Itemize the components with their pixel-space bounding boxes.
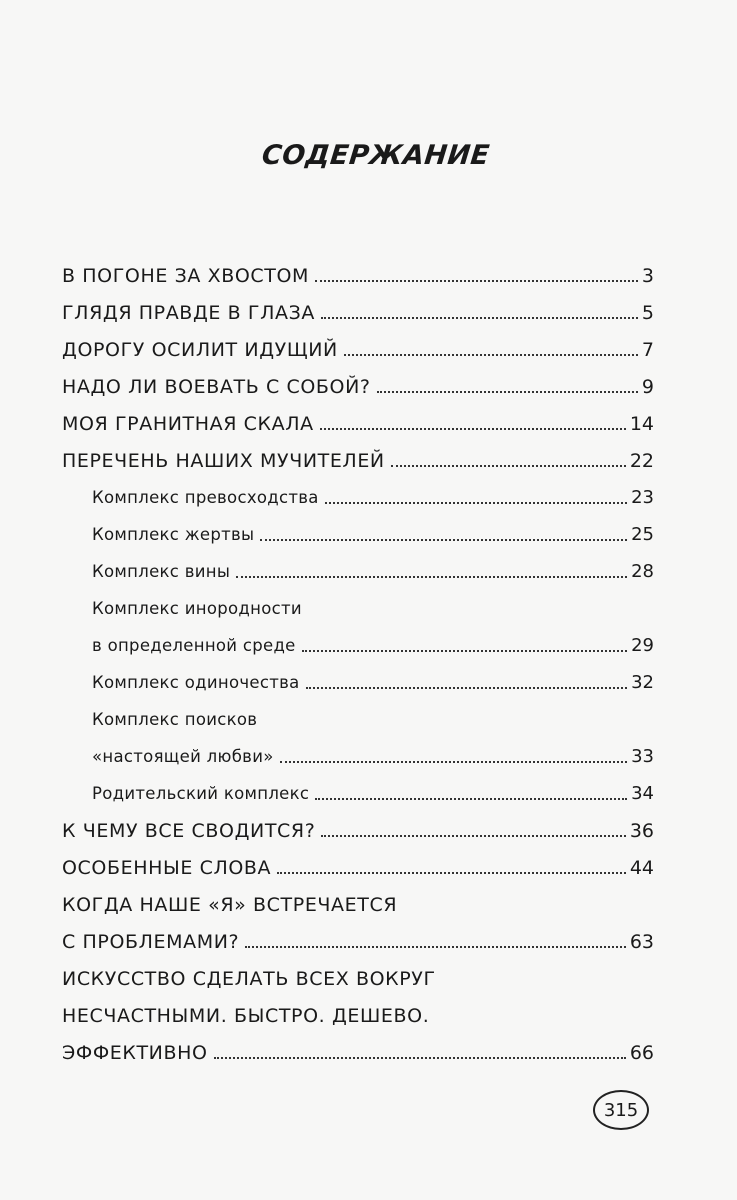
dot-leader — [377, 391, 638, 393]
toc-entry-page: 36 — [629, 820, 654, 842]
toc-entry-page: 25 — [631, 524, 654, 545]
toc-entry — [62, 694, 654, 731]
toc-entry-page: 14 — [629, 413, 654, 435]
toc-entry — [62, 620, 654, 657]
toc-entry-title: в определенной среде — [92, 636, 296, 655]
toc-entry-title: К ЧЕМУ ВСЕ СВОДИТСЯ? — [62, 820, 316, 842]
toc-entry — [62, 546, 654, 583]
toc-entry — [62, 472, 654, 509]
toc-entry-title: С ПРОБЛЕМАМИ? — [62, 931, 240, 953]
toc-entry — [62, 583, 654, 620]
toc-entry-title: МОЯ ГРАНИТНАЯ СКАЛА — [62, 413, 314, 435]
toc-entry-page: 5 — [641, 302, 654, 324]
dot-leader — [315, 798, 627, 800]
toc-entry — [62, 287, 654, 324]
toc-entry-title: ЭФФЕКТИВНО — [62, 1042, 208, 1064]
toc-entry-title: «настоящей любви» — [92, 747, 274, 766]
dot-leader — [236, 576, 627, 578]
toc-entry-page: 3 — [641, 265, 654, 287]
toc-entry-page: 7 — [641, 339, 654, 361]
toc-entry — [62, 657, 654, 694]
toc-entry — [62, 805, 654, 842]
dot-leader — [344, 354, 638, 356]
dot-leader — [315, 280, 638, 282]
toc-entry — [62, 250, 654, 287]
toc-entry-title: НАДО ЛИ ВОЕВАТЬ С СОБОЙ? — [62, 376, 371, 398]
dot-leader — [280, 761, 627, 763]
toc-entry — [62, 842, 654, 879]
toc-title: СОДЕРЖАНИЕ — [260, 140, 492, 171]
toc-entry — [62, 916, 654, 953]
toc-entry-title: Комплекс вины — [92, 562, 231, 581]
toc-entry — [62, 953, 654, 990]
toc-entry — [62, 435, 654, 472]
dot-leader — [214, 1057, 626, 1059]
toc-entry — [62, 879, 654, 916]
dot-leader — [277, 872, 626, 874]
toc-entry-title: ИСКУССТВО СДЕЛАТЬ ВСЕХ ВОКРУГ — [62, 968, 436, 990]
toc-entry — [62, 361, 654, 398]
dot-leader — [306, 687, 628, 689]
toc-entry-title: Родительский комплекс — [92, 784, 310, 803]
toc-entry-page: 32 — [631, 672, 654, 693]
toc-entry-title: В ПОГОНЕ ЗА ХВОСТОМ — [62, 265, 310, 287]
toc-entry-page: 23 — [631, 487, 654, 508]
toc-entry-title: Комплекс инородности — [92, 599, 302, 618]
toc-entry-title: Комплекс одиночества — [92, 673, 300, 692]
dot-leader — [321, 317, 638, 319]
dot-leader — [302, 650, 627, 652]
page-number: 315 — [593, 1090, 649, 1130]
dot-leader — [260, 539, 627, 541]
toc-entry-title: ГЛЯДЯ ПРАВДЕ В ГЛАЗА — [62, 302, 315, 324]
toc-entry-page: 33 — [631, 746, 654, 767]
toc-entry-title: ОСОБЕННЫЕ СЛОВА — [62, 857, 272, 879]
toc-entry-title: Комплекс жертвы — [92, 525, 255, 544]
toc-entry-page: 9 — [641, 376, 654, 398]
toc-entry-page: 28 — [631, 561, 654, 582]
toc-entry — [62, 768, 654, 805]
toc-entry — [62, 509, 654, 546]
toc-entry-title: ПЕРЕЧЕНЬ НАШИХ МУЧИТЕЛЕЙ — [62, 450, 385, 472]
toc-entry-title: Комплекс превосходства — [92, 488, 319, 507]
dot-leader — [321, 835, 625, 837]
toc-entry — [62, 398, 654, 435]
toc-entry-title: ДОРОГУ ОСИЛИТ ИДУЩИЙ — [62, 339, 338, 361]
toc-entry-page: 34 — [631, 783, 654, 804]
toc-entry-page: 44 — [629, 857, 654, 879]
toc-entry — [62, 731, 654, 768]
toc-entry — [62, 1027, 654, 1064]
toc-entry — [62, 990, 654, 1027]
dot-leader — [391, 465, 626, 467]
table-of-contents — [62, 250, 654, 1064]
toc-entry-title: НЕСЧАСТНЫМИ. БЫСТРО. ДЕШЕВО. — [62, 1005, 430, 1027]
toc-entry-page: 22 — [629, 450, 654, 472]
toc-entry-page: 66 — [629, 1042, 654, 1064]
toc-entry — [62, 324, 654, 361]
dot-leader — [320, 428, 626, 430]
toc-entry-title: КОГДА НАШЕ «Я» ВСТРЕЧАЕТСЯ — [62, 894, 398, 916]
toc-entry-page: 63 — [629, 931, 654, 953]
dot-leader — [245, 946, 626, 948]
toc-entry-page: 29 — [631, 635, 654, 656]
toc-entry-title: Комплекс поисков — [92, 710, 258, 729]
dot-leader — [325, 502, 627, 504]
